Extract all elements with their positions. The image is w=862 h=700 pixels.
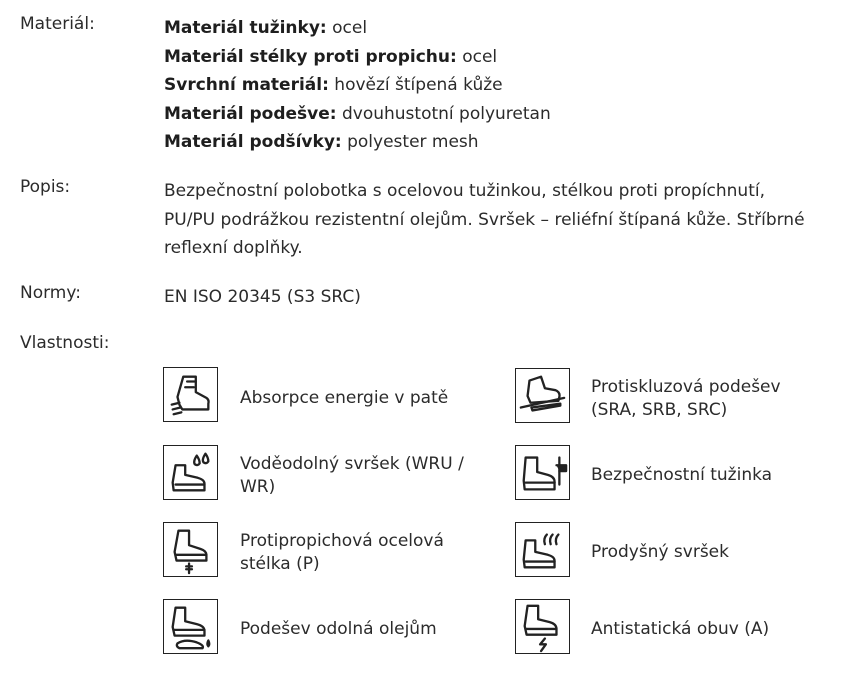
material-row: Materiál stélky proti propichu: ocel [164, 46, 498, 67]
material-list [164, 14, 551, 157]
feature-anti-slip-sole: Protiskluzová podešev (SRA, SRB, SRC) [591, 377, 781, 420]
feature-puncture-resistant-insole: Protipropichová ocelová stélka (P) [240, 531, 444, 574]
material-row: Svrchní materiál: hovězí štípená kůže [164, 75, 503, 96]
description-label: Popis: [20, 177, 71, 197]
material-row: Materiál podešve: dvouhustotní polyuretan [164, 103, 551, 124]
material-row: Materiál tužinky: ocel [164, 18, 368, 38]
boot-anti-slip-sole-icon [515, 368, 570, 423]
material-row: Materiál podšívky: polyester mesh [164, 132, 479, 153]
description-line: PU/PU podrážkou rezistentní olejům. Svršek – reliéfní štípaná kůže. Stříbrné [164, 209, 805, 230]
boot-heel-energy-absorption-icon [163, 367, 218, 422]
description-line: Bezpečnostní polobotka s ocelovou tužinkou, stélkou proti propíchnutí, [164, 181, 766, 201]
boot-antistatic-icon [515, 599, 570, 654]
feature-breathable-upper: Prodyšný svršek [591, 542, 729, 562]
feature-water-resistant-upper: Voděodolný svršek (WRU / WR) [240, 454, 464, 497]
boot-steel-toe-cap-icon [515, 445, 570, 500]
material-label: Materiál: [20, 14, 95, 34]
feature-steel-toe-cap: Bezpečnostní tužinka [591, 465, 773, 485]
description-text [164, 177, 805, 263]
boot-oil-resistant-sole-icon [163, 599, 218, 654]
description-line: reflexní doplňky. [164, 238, 303, 259]
norms-label: Normy: [20, 283, 81, 303]
feature-heel-energy-absorption: Absorpce energie v patě [240, 388, 449, 408]
feature-antistatic: Antistatická obuv (A) [591, 619, 770, 639]
boot-puncture-resistant-icon [163, 522, 218, 577]
boot-breathable-upper-icon [515, 522, 570, 577]
properties-label: Vlastnosti: [20, 333, 110, 353]
boot-water-resistant-icon [163, 445, 218, 500]
feature-oil-resistant-sole: Podešev odolná olejům [240, 619, 437, 639]
norms-value: EN ISO 20345 (S3 SRC) [164, 287, 361, 307]
